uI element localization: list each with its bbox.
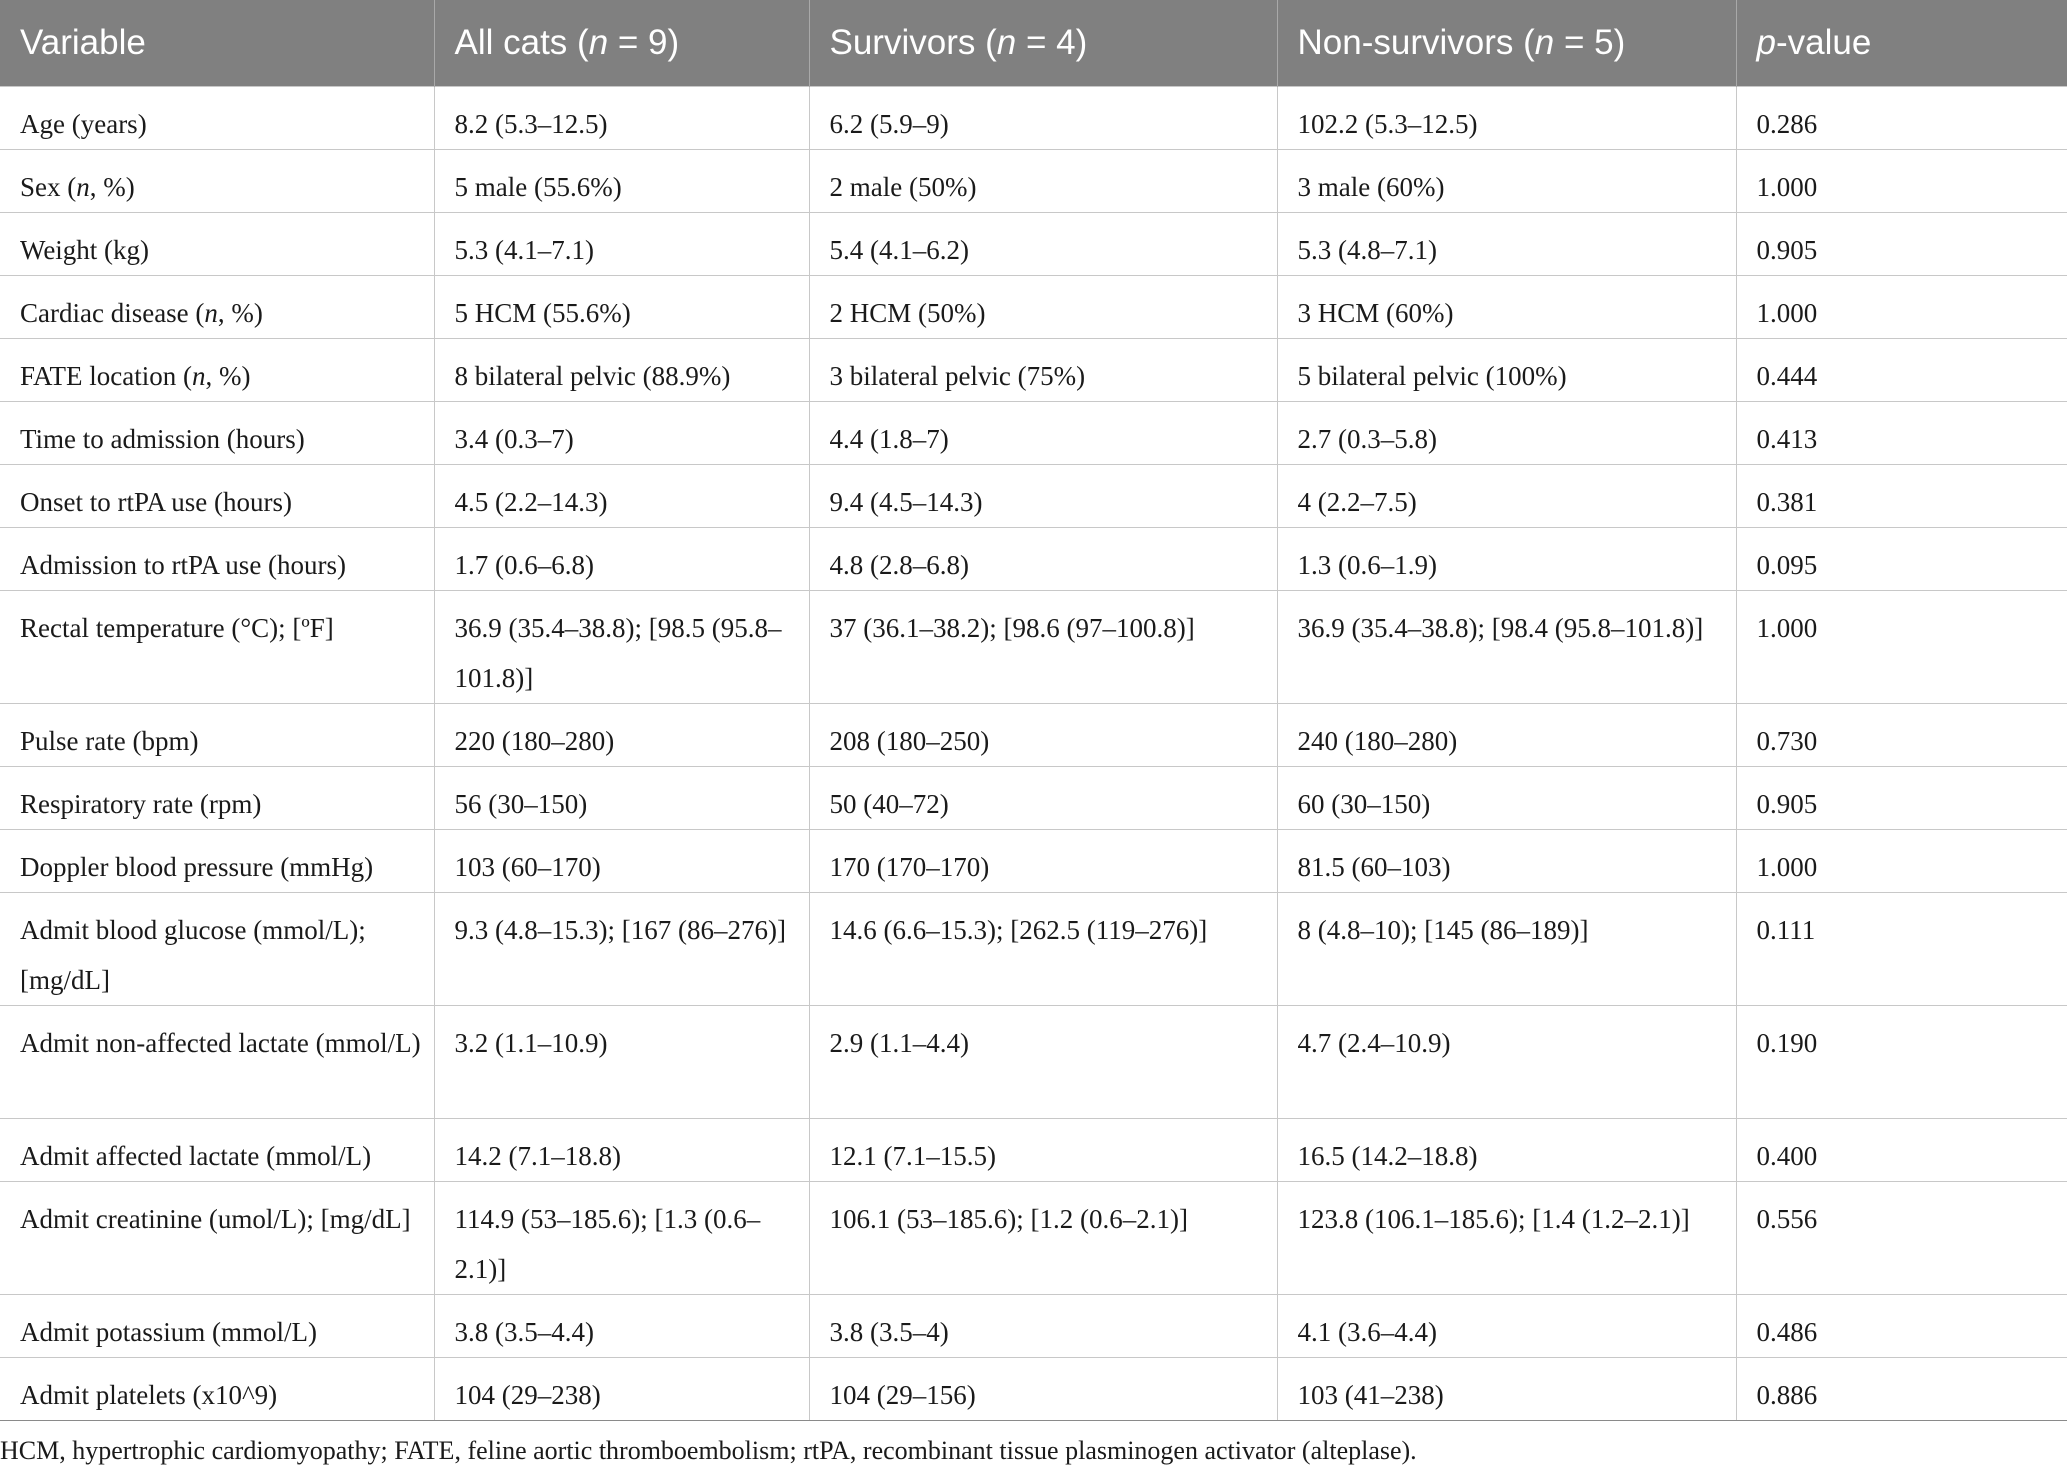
cell-all-cats: 3.8 (3.5–4.4) [434,1294,809,1357]
cell-all-cats: 3.2 (1.1–10.9) [434,1005,809,1118]
cell-p-value: 0.486 [1736,1294,2067,1357]
cell-variable: Time to admission (hours) [0,401,434,464]
cell-p-value: 0.556 [1736,1181,2067,1294]
cell-all-cats: 4.5 (2.2–14.3) [434,464,809,527]
cell-survivors: 4.4 (1.8–7) [809,401,1277,464]
table-body [0,86,2067,1420]
table-row [0,590,2067,703]
table-row [0,829,2067,892]
cell-survivors: 170 (170–170) [809,829,1277,892]
cell-survivors: 3.8 (3.5–4) [809,1294,1277,1357]
cell-all-cats: 14.2 (7.1–18.8) [434,1118,809,1181]
cell-all-cats: 5.3 (4.1–7.1) [434,212,809,275]
cell-all-cats: 104 (29–238) [434,1357,809,1420]
cell-p-value: 0.905 [1736,766,2067,829]
cell-non-survivors: 4.1 (3.6–4.4) [1277,1294,1736,1357]
cell-non-survivors: 81.5 (60–103) [1277,829,1736,892]
cell-all-cats: 1.7 (0.6–6.8) [434,527,809,590]
cell-non-survivors: 123.8 (106.1–185.6); [1.4 (1.2–2.1)] [1277,1181,1736,1294]
table-row [0,86,2067,149]
table-row [0,464,2067,527]
cell-all-cats: 5 HCM (55.6%) [434,275,809,338]
cell-all-cats: 114.9 (53–185.6); [1.3 (0.6–2.1)] [434,1181,809,1294]
cell-p-value: 0.111 [1736,892,2067,1005]
cell-non-survivors: 2.7 (0.3–5.8) [1277,401,1736,464]
cell-p-value: 1.000 [1736,149,2067,212]
cell-all-cats: 36.9 (35.4–38.8); [98.5 (95.8–101.8)] [434,590,809,703]
cell-non-survivors: 4 (2.2–7.5) [1277,464,1736,527]
cell-p-value: 0.905 [1736,212,2067,275]
cell-survivors: 104 (29–156) [809,1357,1277,1420]
cell-variable: Admit potassium (mmol/L) [0,1294,434,1357]
table-row [0,766,2067,829]
table-row [0,1357,2067,1420]
cell-non-survivors: 240 (180–280) [1277,703,1736,766]
cell-variable: Admit non-affected lactate (mmol/L) [0,1005,434,1118]
table-row [0,1005,2067,1118]
cell-variable: Admission to rtPA use (hours) [0,527,434,590]
cell-survivors: 4.8 (2.8–6.8) [809,527,1277,590]
cell-p-value: 1.000 [1736,829,2067,892]
cell-variable: Admit affected lactate (mmol/L) [0,1118,434,1181]
cell-survivors: 12.1 (7.1–15.5) [809,1118,1277,1181]
cell-non-survivors: 3 male (60%) [1277,149,1736,212]
cell-survivors: 5.4 (4.1–6.2) [809,212,1277,275]
cell-variable: Admit creatinine (umol/L); [mg/dL] [0,1181,434,1294]
cell-survivors: 14.6 (6.6–15.3); [262.5 (119–276)] [809,892,1277,1005]
header-row [0,0,2067,86]
cell-p-value: 1.000 [1736,275,2067,338]
cell-all-cats: 8.2 (5.3–12.5) [434,86,809,149]
cell-all-cats: 220 (180–280) [434,703,809,766]
cell-variable: FATE location (n, %) [0,338,434,401]
cell-all-cats: 9.3 (4.8–15.3); [167 (86–276)] [434,892,809,1005]
cell-all-cats: 56 (30–150) [434,766,809,829]
cell-variable: Weight (kg) [0,212,434,275]
table-header [0,0,2067,86]
cell-non-survivors: 1.3 (0.6–1.9) [1277,527,1736,590]
cell-survivors: 9.4 (4.5–14.3) [809,464,1277,527]
cell-non-survivors: 16.5 (14.2–18.8) [1277,1118,1736,1181]
cell-survivors: 37 (36.1–38.2); [98.6 (97–100.8)] [809,590,1277,703]
cell-p-value: 0.413 [1736,401,2067,464]
table-row [0,892,2067,1005]
cell-p-value: 0.886 [1736,1357,2067,1420]
cell-variable: Doppler blood pressure (mmHg) [0,829,434,892]
cell-non-survivors: 4.7 (2.4–10.9) [1277,1005,1736,1118]
cell-all-cats: 5 male (55.6%) [434,149,809,212]
cell-variable: Age (years) [0,86,434,149]
header-survivors: Survivors (n = 4) [809,0,1277,86]
cell-survivors: 208 (180–250) [809,703,1277,766]
cell-all-cats: 103 (60–170) [434,829,809,892]
cell-all-cats: 8 bilateral pelvic (88.9%) [434,338,809,401]
table-row [0,1118,2067,1181]
cell-p-value: 0.730 [1736,703,2067,766]
cell-p-value: 1.000 [1736,590,2067,703]
cell-survivors: 2 male (50%) [809,149,1277,212]
table-row [0,703,2067,766]
cell-variable: Admit platelets (x10^9) [0,1357,434,1420]
cell-survivors: 106.1 (53–185.6); [1.2 (0.6–2.1)] [809,1181,1277,1294]
cell-non-survivors: 36.9 (35.4–38.8); [98.4 (95.8–101.8)] [1277,590,1736,703]
header-variable: Variable [20,22,146,62]
cell-survivors: 2.9 (1.1–4.4) [809,1005,1277,1118]
cell-p-value: 0.381 [1736,464,2067,527]
table-footnote: HCM, hypertrophic cardiomyopathy; FATE, feline aortic thromboembolism; rtPA, recombinant tissue plasminogen activator (alteplase). [0,1435,1417,1465]
cell-p-value: 0.095 [1736,527,2067,590]
header-non-survivors: Non-survivors (n = 5) [1277,0,1736,86]
cell-non-survivors: 60 (30–150) [1277,766,1736,829]
table-row [0,401,2067,464]
cell-non-survivors: 103 (41–238) [1277,1357,1736,1420]
header-all-cats: All cats (n = 9) [434,0,809,86]
table-row [0,527,2067,590]
cell-variable: Sex (n, %) [0,149,434,212]
cell-variable: Rectal temperature (°C); [ºF] [0,590,434,703]
cell-non-survivors: 8 (4.8–10); [145 (86–189)] [1277,892,1736,1005]
cell-non-survivors: 5 bilateral pelvic (100%) [1277,338,1736,401]
table-row [0,1181,2067,1294]
cell-non-survivors: 102.2 (5.3–12.5) [1277,86,1736,149]
header-p-value: p-value [1736,0,2067,86]
cell-variable: Cardiac disease (n, %) [0,275,434,338]
cell-variable: Admit blood glucose (mmol/L); [mg/dL] [0,892,434,1005]
cell-variable: Onset to rtPA use (hours) [0,464,434,527]
cell-non-survivors: 5.3 (4.8–7.1) [1277,212,1736,275]
table-row [0,338,2067,401]
cell-survivors: 3 bilateral pelvic (75%) [809,338,1277,401]
cell-p-value: 0.400 [1736,1118,2067,1181]
cell-p-value: 0.286 [1736,86,2067,149]
cell-survivors: 50 (40–72) [809,766,1277,829]
cell-all-cats: 3.4 (0.3–7) [434,401,809,464]
cell-variable: Pulse rate (bpm) [0,703,434,766]
cell-survivors: 2 HCM (50%) [809,275,1277,338]
table-row [0,149,2067,212]
table-row [0,275,2067,338]
table-row [0,1294,2067,1357]
cell-non-survivors: 3 HCM (60%) [1277,275,1736,338]
cell-p-value: 0.444 [1736,338,2067,401]
cell-variable: Respiratory rate (rpm) [0,766,434,829]
table-row [0,212,2067,275]
cell-survivors: 6.2 (5.9–9) [809,86,1277,149]
cell-p-value: 0.190 [1736,1005,2067,1118]
